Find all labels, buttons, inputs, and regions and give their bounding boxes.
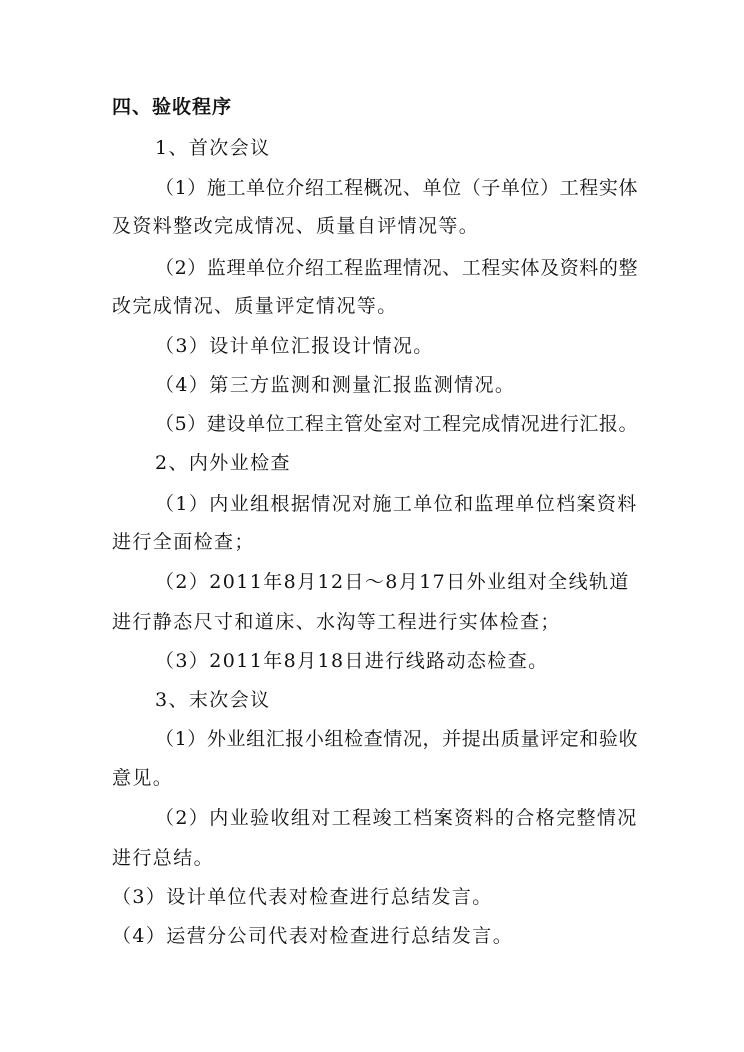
paragraph-line: （5）建设单位工程主管处室对工程完成情况进行汇报。	[155, 413, 639, 435]
subsection-title-1: 1、首次会议	[155, 137, 271, 159]
paragraph-line: （2）2011年8月12日～8月17日外业组对全线轨道	[155, 571, 630, 593]
paragraph-line: 改完成情况、质量评定情况等。	[112, 295, 398, 317]
paragraph-line: （2）内业验收组对工程竣工档案资料的合格完整情况	[155, 807, 638, 829]
paragraph-line: （3）设计单位代表对检查进行总结发言。	[112, 886, 493, 908]
paragraph-line: （3）设计单位汇报设计情况。	[155, 335, 434, 357]
paragraph-line: 进行静态尺寸和道床、水沟等工程进行实体检查；	[112, 611, 561, 633]
subsection-title-2: 2、内外业检查	[155, 452, 291, 474]
paragraph-line: 进行全面检查；	[112, 531, 255, 553]
paragraph-line: 及资料整改完成情况、质量自评情况等。	[112, 215, 480, 237]
paragraph-line: （1）施工单位介绍工程概况、单位（子单位）工程实体	[155, 177, 639, 199]
paragraph-line: （1）内业组根据情况对施工单位和监理单位档案资料	[155, 493, 638, 515]
section-heading: 四、验收程序	[112, 96, 233, 118]
paragraph-line: （1）外业组汇报小组检查情况，并提出质量评定和验收	[155, 728, 639, 750]
paragraph-line: （4）第三方监测和测量汇报监测情况。	[155, 374, 516, 396]
paragraph-line: （4）运营分公司代表对检查进行总结发言。	[112, 925, 514, 947]
subsection-title-3: 3、末次会议	[155, 689, 271, 711]
paragraph-line: 意见。	[112, 767, 174, 789]
paragraph-line: 进行总结。	[112, 847, 215, 869]
paragraph-line: （2）监理单位介绍工程监理情况、工程实体及资料的整	[155, 257, 639, 279]
paragraph-line: （3）2011年8月18日进行线路动态检查。	[155, 650, 549, 672]
